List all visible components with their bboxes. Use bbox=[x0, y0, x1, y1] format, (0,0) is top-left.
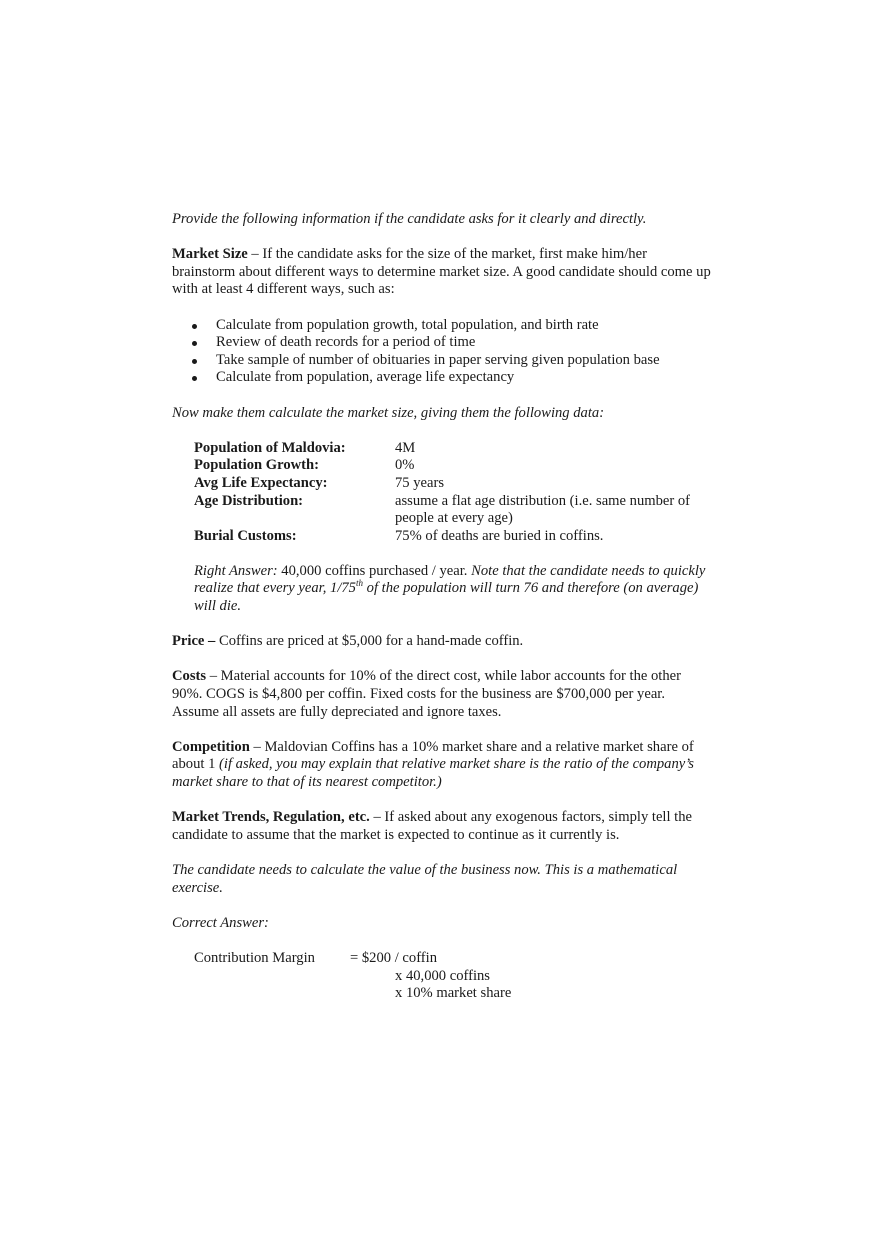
competition-text: – Maldovian Coffins has a 10% market share and a relative market share of about 1 bbox=[172, 738, 694, 773]
trends-paragraph bbox=[172, 809, 712, 844]
right-answer-paragraph bbox=[194, 563, 712, 616]
trends-text: – If asked about any exogenous factors, simply tell the candidate to assume that the market is expected to continue as it currently is. bbox=[172, 809, 693, 843]
price-heading: Price – bbox=[172, 633, 216, 650]
right-answer-label: Right Answer: bbox=[194, 562, 278, 579]
list-item: Take sample of number of obituaries in paper serving given population base bbox=[172, 352, 712, 370]
contribution-margin-calculation bbox=[194, 950, 712, 1003]
table-row: Population Growth: 0% bbox=[194, 457, 415, 474]
bullet-icon bbox=[192, 359, 197, 364]
market-data-table bbox=[194, 440, 710, 546]
table-row: Population of Maldovia: 4M bbox=[194, 439, 416, 456]
competition-heading: Competition bbox=[172, 738, 250, 755]
market-size-heading: Market Size bbox=[172, 246, 248, 263]
calc-intro-text: Now make them calculate the market size, giving them the following data: bbox=[172, 404, 605, 421]
right-answer-note: Note that the candidate needs to quickly realize that every year, 1/75th of the population will turn 76 and therefore (on average) will die. bbox=[194, 562, 706, 615]
right-answer-value: 40,000 coffins purchased / year. bbox=[277, 562, 472, 579]
list-item: Review of death records for a period of time bbox=[172, 334, 712, 352]
costs-heading: Costs bbox=[172, 668, 207, 685]
bullet-icon bbox=[192, 376, 197, 381]
calc-label: Contribution Margin bbox=[194, 949, 315, 966]
valuation-note: The candidate needs to calculate the value of the business now. This is a mathematical exercise. bbox=[172, 861, 678, 896]
list-item: Calculate from population, average life expectancy bbox=[172, 369, 712, 387]
table-row: Avg Life Expectancy: 75 years bbox=[194, 474, 445, 491]
trends-heading: Market Trends, Regulation, etc. bbox=[172, 809, 370, 826]
market-size-methods-list bbox=[172, 317, 712, 387]
document-page bbox=[172, 211, 712, 1003]
competition-note: (if asked, you may explain that relative market share is the ratio of the company’s market share to that of its nearest competitor.) bbox=[172, 756, 694, 790]
bullet-icon bbox=[192, 341, 197, 346]
price-text: Coffins are priced at $5,000 for a hand-made coffin. bbox=[215, 633, 524, 650]
competition-paragraph bbox=[172, 739, 712, 792]
costs-paragraph bbox=[172, 668, 712, 721]
market-size-text: – If the candidate asks for the size of the market, first make him/her brainstorm about different ways to determine market size. A good candidate should come up with at least 4 different ways, such as: bbox=[172, 246, 711, 298]
correct-answer-label: Correct Answer: bbox=[172, 914, 269, 931]
calc-line-2: x 40,000 coffins bbox=[395, 967, 490, 984]
costs-text: – Material accounts for 10% of the direct cost, while labor accounts for the other 90%. COGS is $4,800 per coffin. Fixed costs for the business are $700,000 per year. Assume all assets are fully depreciated and ignore taxes. bbox=[172, 668, 682, 720]
table-row: Burial Customs: 75% of deaths are buried in coffins. bbox=[194, 527, 604, 544]
price-paragraph bbox=[172, 633, 712, 651]
calc-line-3: x 10% market share bbox=[395, 985, 512, 1002]
calc-line-1: = $200 / coffin bbox=[350, 949, 437, 966]
list-item: Calculate from population growth, total population, and birth rate bbox=[172, 317, 712, 335]
market-size-paragraph bbox=[172, 246, 712, 299]
bullet-icon bbox=[192, 324, 197, 329]
table-row: Age Distribution: assume a flat age distribution (i.e. same number of people at every age) bbox=[194, 492, 691, 527]
intro-text: Provide the following information if the candidate asks for it clearly and directly. bbox=[172, 211, 647, 227]
